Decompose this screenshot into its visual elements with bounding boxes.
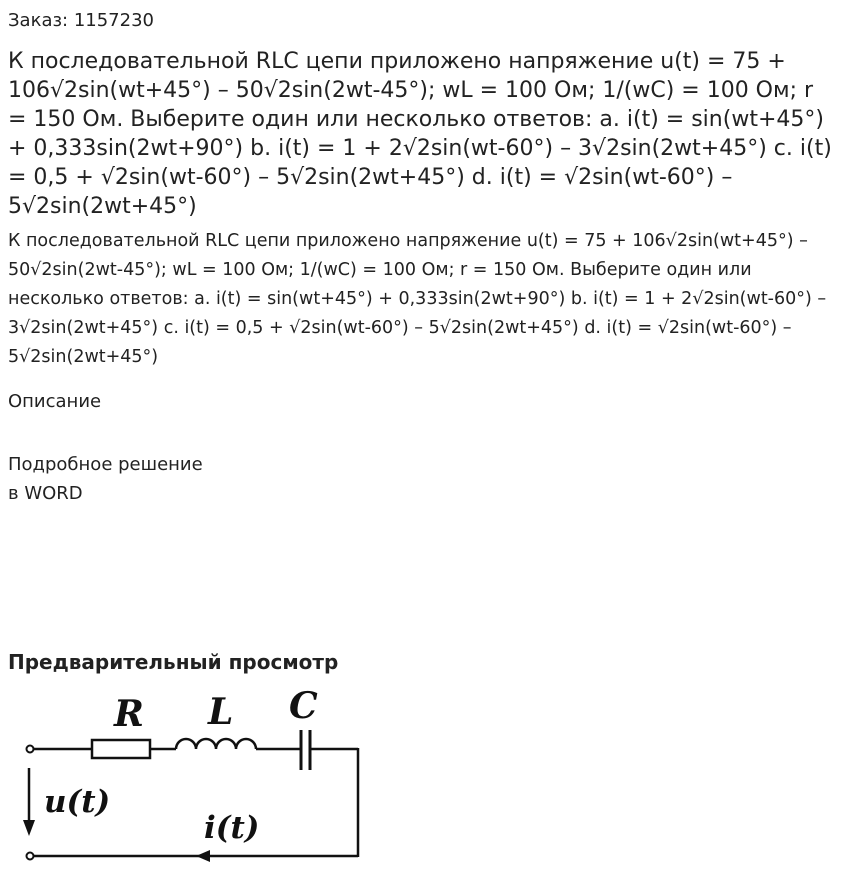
solution-note: [8, 450, 838, 508]
content: [8, 0, 838, 508]
page-title: К последовательной RLC цепи приложено напряжение u(t) = 75 + 106√2sin(wt+45°) – 50√2sin(2wt-45°); wL = 100 Ом; 1/(wC) = 100 Ом; r = 150 Ом. Выберите один или несколько ответов: a. i(t) = sin(wt+45°) + 0,333sin(2wt+90°) b. i(t) = 1 + 2√2sin(wt-60°) – 3√2sin(2wt+45°) c. i(t) = 0,5 + √2sin(wt-60°) – 5√2sin(2wt+45°) d. i(t) = √2sin(wt-60°) – 5√2sin(2wt+45°): [8, 49, 832, 219]
rlc-circuit-diagram: [18, 686, 368, 868]
order-number: Заказ: 1157230: [8, 10, 154, 31]
task-text: К последовательной RLC цепи приложено напряжение u(t) = 75 + 106√2sin(wt+45°) – 50√2sin(2wt-45°); wL = 100 Ом; 1/(wC) = 100 Ом; r = 150 Ом. Выберите один или несколько ответов: a. i(t) = sin(wt+45°) + 0,333sin(2wt+90°) b. i(t) = 1 + 2√2sin(wt-60°) – 3√2sin(2wt+45°) c. i(t) = 0,5 + √2sin(wt-60°) – 5√2sin(2wt+45°) d. i(t) = √2sin(wt-60°) – 5√2sin(2wt+45°): [8, 231, 827, 367]
input-terminal-top: [27, 746, 34, 753]
label-c: C: [289, 686, 318, 727]
label-voltage: u(t): [44, 784, 111, 820]
label-l: L: [208, 691, 234, 733]
solution-line-1: Подробное решение: [8, 454, 203, 475]
inductor: [176, 739, 256, 749]
preview-heading: Предварительный просмотр: [8, 650, 339, 674]
resistor: [92, 740, 150, 758]
solution-line-2: в WORD: [8, 483, 83, 504]
label-r: R: [114, 693, 144, 735]
input-terminal-bottom: [27, 853, 34, 860]
current-arrow: [196, 850, 210, 862]
label-current: i(t): [204, 810, 260, 846]
description-label: Описание: [8, 391, 102, 412]
voltage-arrow-head: [23, 820, 35, 836]
